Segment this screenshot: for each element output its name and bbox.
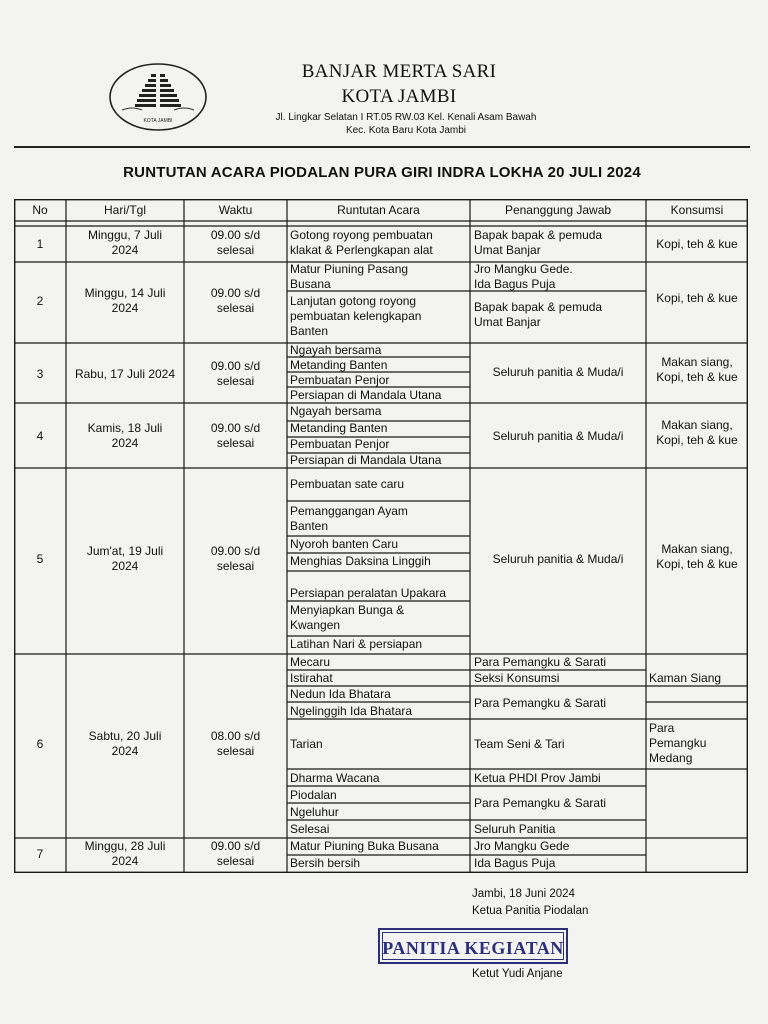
col-header-no: No	[32, 203, 48, 217]
konsumsi: Makan siang, Kopi, teh & kue	[656, 418, 738, 447]
pj: Para Pemangku & Sarati	[474, 655, 607, 669]
row-number: 7	[36, 847, 44, 861]
pj: Team Seni & Tari	[474, 737, 565, 751]
signature-role: Ketua Panitia Piodalan	[472, 905, 589, 917]
row-number: 2	[36, 294, 44, 308]
activity: Dharma Wacana	[290, 771, 380, 785]
document-title: RUNTUTAN ACARA PIODALAN PURA GIRI INDRA LOKHA 20 JULI 2024	[123, 164, 641, 181]
activity: Gotong royong pembuatan klakat & Perlengkapan alat	[290, 228, 433, 257]
konsumsi: Kopi, teh & kue	[656, 291, 738, 305]
pj: Para Pemangku & Sarati	[474, 796, 607, 810]
activity: Ngayah bersama	[290, 404, 382, 418]
row-date: Sabtu, 20 Juli 2024	[88, 729, 162, 758]
activity: Matur Piuning Pasang Busana	[290, 262, 409, 291]
org-name-line2: KOTA JAMBI	[341, 86, 457, 107]
row-date: Rabu, 17 Juli 2024	[74, 367, 176, 381]
row-date: Minggu, 14 Juli 2024	[84, 286, 166, 315]
row-time: 09.00 s/d selesai	[210, 286, 261, 315]
pj: Seluruh Panitia	[474, 822, 556, 836]
address-line1: Jl. Lingkar Selatan I RT.05 RW.03 Kel. Kenali Asam Bawah	[275, 112, 537, 123]
activity: Lanjutan gotong royong pembuatan kelengkapan Banten	[290, 294, 422, 338]
row-time: 09.00 s/d selesai	[210, 839, 261, 868]
pj: Bapak bapak & pemuda Umat Banjar	[474, 228, 603, 257]
konsumsi: Kopi, teh & kue	[656, 237, 738, 251]
address-line2: Kec. Kota Baru Kota Jambi	[345, 125, 467, 136]
pj: Jro Mangku Gede	[474, 839, 570, 853]
konsumsi: Makan siang, Kopi, teh & kue	[656, 542, 738, 571]
header-divider	[14, 146, 750, 148]
pj: Seluruh panitia & Muda/i	[492, 429, 624, 443]
activity: Tarian	[290, 737, 323, 751]
col-header-activity: Runtutan Acara	[337, 203, 420, 217]
activity: Latihan Nari & persiapan	[290, 637, 423, 651]
pj: Ida Bagus Puja	[474, 856, 556, 870]
activity: Metanding Banten	[290, 358, 388, 372]
pj: Bapak bapak & pemuda Umat Banjar	[474, 300, 603, 329]
pj: Seluruh panitia & Muda/i	[492, 365, 624, 379]
signature-name: Ketut Yudi Anjane	[472, 968, 563, 980]
activity: Persiapan peralatan Upakara	[290, 586, 447, 600]
activity: Metanding Banten	[290, 421, 388, 435]
konsumsi: Para Pemangku Medang	[649, 721, 707, 765]
row-time: 09.00 s/d selesai	[210, 544, 261, 573]
activity: Mecaru	[290, 655, 331, 669]
pj: Seksi Konsumsi	[474, 671, 560, 685]
activity: Ngelinggih Ida Bhatara	[290, 704, 413, 718]
org-name-line1: BANJAR MERTA SARI	[301, 61, 497, 82]
row-time: 09.00 s/d selesai	[210, 421, 261, 450]
activity: Matur Piuning Buka Busana	[290, 839, 439, 853]
col-header-pj: Penanggung Jawab	[504, 203, 612, 217]
activity: Pembuatan Penjor	[290, 373, 390, 387]
row-number: 3	[36, 367, 44, 381]
pj: Para Pemangku & Sarati	[474, 696, 607, 710]
logo-caption: KOTA JAMBI	[143, 118, 173, 124]
activity: Bersih bersih	[290, 856, 361, 870]
row-time: 09.00 s/d selesai	[210, 359, 261, 388]
row-date: Jum'at, 19 Juli 2024	[86, 544, 164, 573]
col-header-date: Hari/Tgl	[103, 203, 146, 217]
activity: Ngeluhur	[290, 805, 339, 819]
row-date: Kamis, 18 Juli 2024	[87, 421, 163, 450]
activity: Istirahat	[290, 671, 333, 685]
activity: Persiapan di Mandala Utana	[290, 453, 442, 467]
activity: Piodalan	[290, 788, 337, 802]
schedule-table	[14, 199, 748, 873]
row-time: 08.00 s/d selesai	[210, 729, 261, 758]
konsumsi: Makan siang, Kopi, teh & kue	[656, 355, 738, 384]
col-header-time: Waktu	[218, 203, 253, 217]
activity: Menyiapkan Bunga & Kwangen	[290, 603, 405, 632]
row-date: Minggu, 7 Juli 2024	[87, 228, 163, 257]
row-time: 09.00 s/d selesai	[210, 228, 261, 257]
row-date: Minggu, 28 Juli 2024	[84, 839, 166, 868]
pj: Jro Mangku Gede. Ida Bagus Puja	[474, 262, 573, 291]
row-number: 6	[36, 737, 44, 751]
row-number: 5	[36, 552, 44, 566]
signature-place-date: Jambi, 18 Juni 2024	[472, 888, 575, 900]
activity: Pembuatan Penjor	[290, 437, 390, 451]
activity: Persiapan di Mandala Utana	[290, 388, 442, 402]
committee-stamp: PANITIA KEGIATAN	[378, 928, 568, 964]
row-number: 4	[36, 429, 44, 443]
banjar-logo	[108, 62, 208, 132]
activity: Menghias Daksina Linggih	[290, 554, 431, 568]
row-number: 1	[36, 237, 44, 251]
activity: Pembuatan sate caru	[290, 477, 405, 491]
activity: Nedun Ida Bhatara	[290, 687, 391, 701]
activity: Selesai	[290, 822, 330, 836]
col-header-konsumsi: Konsumsi	[670, 203, 724, 217]
konsumsi: Kaman Siang	[649, 671, 722, 685]
activity: Pemanggangan Ayam Banten	[290, 504, 408, 533]
activity: Ngayah bersama	[290, 343, 382, 357]
pj: Ketua PHDI Prov Jambi	[474, 771, 601, 785]
pj: Seluruh panitia & Muda/i	[492, 552, 624, 566]
activity: Nyoroh banten Caru	[290, 537, 399, 551]
